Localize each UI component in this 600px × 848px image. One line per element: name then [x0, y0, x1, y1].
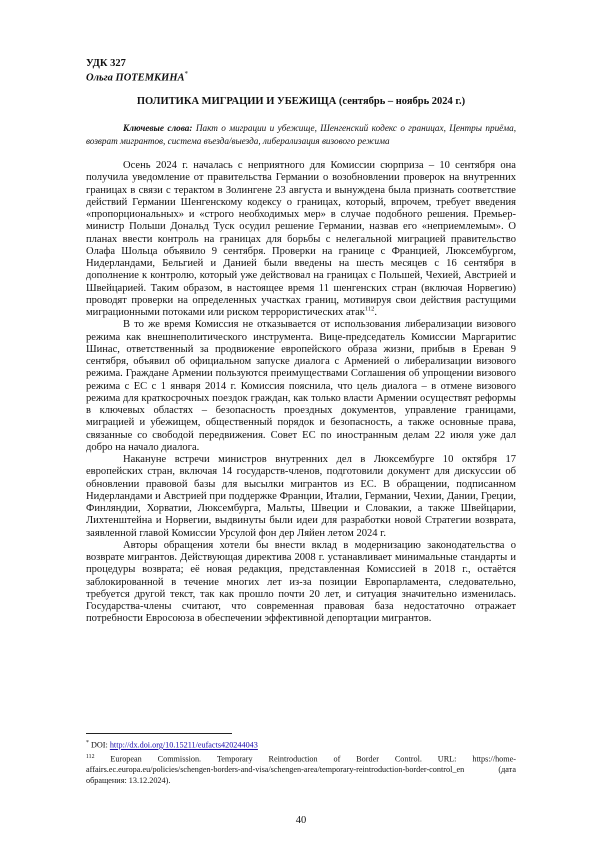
author-name: Ольга ПОТЕМКИНА: [86, 73, 184, 84]
footnote-mark: *: [86, 740, 89, 746]
keywords-block: [86, 122, 516, 147]
paragraph-text: Осень 2024 г. началась с неприятного для Комиссии сюрприза – 10 сентября она получила уведомление от правительства Германии о возобновлении проверок на внутренних границах в связи с терактом в Золингене 23 августа и вынуждена была признать соответствие действий Германии Шенгенскому кодексу о границах, который, впрочем, требует введения «пропорциональных» и «строго необходимых мер» в случае подобного решения. Премьер-министр Польши Дональд Туск осудил решение Германии, назвав его «неприемлемым». О планах ввести контроль на границах для борьбы с нелегальной миграцией правительство Олафа Шольца объявило 9 сентября. Проверки на границе с Францией, Люксембургом, Нидерландами, Бельгией и Данией были введены на шесть месяцев с 16 сентября в дополнение к контролю, который уже действовал на границах с Польшей, Чехией, Австрией и Швейцарией. Таким образом, в настоящее время 11 шенгенских стран (включая Норвегию) проводят проверки на определенных участках границ, мотивируя свои действия растущими миграционными потоками или риском террористических атак: [86, 160, 516, 318]
footnote-label: European Commission. Temporary Reintroduction of Border Control. URL:: [110, 754, 472, 763]
page-number: 40: [86, 815, 516, 826]
paragraph-1: Осень 2024 г. началась с неприятного для Комиссии сюрприза – 10 сентября она получила уведомление от правительства Германии о возобновлении проверок на внутренних границах в связи с терактом в Золингене 23 августа и вынуждена была признать соответствие действий Германии Шенгенскому кодексу о границах, который, впрочем, требует введения «пропорциональных» и «строго необходимых мер» в случае подобного решения. Премьер-министр Польши Дональд Туск осудил решение Германии, назвав его «неприемлемым». О планах ввести контроль на границах для борьбы с нелегальной миграцией правительство Олафа Шольца объявило 9 сентября. Проверки на границе с Францией, Люксембургом, Нидерландами, Бельгией и Данией были введены на шесть месяцев с 16 сентября в дополнение к контролю, который уже действовал на границах с Польшей, Чехией, Австрией и Швейцарией. Таким образом, в настоящее время 11 шенгенских стран (включая Норвегию) проводят проверки на определенных участках границ, мотивируя свои действия растущими миграционными потоками или риском террористических атак112.: [86, 160, 516, 319]
footnote-mark: 112: [86, 754, 94, 760]
footnote-label: DOI:: [91, 741, 110, 750]
paragraph-text: Авторы обращения хотели бы внести вклад в модернизацию законодательства о возврате мигрантов. Действующая директива 2008 г. устанавливает минимальные стандарты и процедуры возврата; её новая редакция, представленная Комиссией в 2018 г., остаётся заблокированной в течение многих лет из-за позиции Европарламента, следовательно, требуется другой текст, так как прошло почти 20 лет, и ситуация значительно изменилась. Государства-члены считают, что современная правовая база недостаточно отражает потребности Евросоюза в обеспечении эффективной депортации мигрантов.: [86, 540, 516, 625]
paragraph-text: Накануне встречи министров внутренних дел в Люксембурге 10 октября 17 европейских стран, включая 14 государств-членов, подготовили документ для дискуссии об обновлении правовой базы для высылки мигрантов из ЕС. В обращении, подписанном Нидерландами и Австрией при поддержке Франции, Италии, Германии, Чехии, Дании, Греции, Финляндии, Хорватии, Люксембурга, Мальты, Швеции и Словакии, а также Швейцарии, Лихтенштейна и Норвегии, выдвинуты были идеи для разработки новой Стратегии возврата, заявленной главой Комиссии Урсулой фон дер Ляйен летом 2024 г.: [86, 454, 516, 539]
author-footnote-mark[interactable]: *: [184, 70, 188, 78]
keywords-text: Пакт о миграции и убежище, Шенгенский кодекс о границах, Центры приёма, возврат мигрантов, система въезда/выезда, либерализация визового режима: [86, 123, 516, 146]
source-url[interactable]: https://home-affairs.ec.europa.eu/policies/schengen-borders-and-visa/schengen-area/temporary-reintroduction-border-control_en: [86, 754, 516, 774]
footnote-ref[interactable]: 112: [365, 305, 375, 312]
paragraph-4: [86, 540, 516, 626]
footnote-divider: [86, 733, 232, 734]
document-page: [0, 0, 600, 848]
author-line: [86, 70, 188, 84]
udk-code: УДК 327: [86, 58, 126, 69]
keywords-label: Ключевые слова:: [123, 123, 192, 133]
article-title: ПОЛИТИКА МИГРАЦИИ И УБЕЖИЩА (сентябрь – ноябрь 2024 г.): [86, 96, 516, 107]
paragraph-2: [86, 319, 516, 454]
footnote-doi: [86, 738, 516, 752]
footnotes: [86, 738, 516, 787]
article-body: [86, 160, 516, 626]
paragraph-text: В то же время Комиссия не отказывается от использования либерализации визового режима как внешнеполитического инструмента. Вице-председатель Комиссии Маргаритис Шинас, ответственный за продвижение европейского образа жизни, прибыв в Ереван 9 сентября, объявил об официальном запуске диалога с Арменией о либерализации визового режима. Граждане Армении пользуются преимуществами Соглашения об упрощении визового режима с ЕС с 1 января 2014 г. Комиссия пояснила, что цель диалога – в отмене визового режима для краткосрочных поездок граждан, как только власти Армении осуществят реформы в ключевых областях – безопасность проездных документов, управление границами, миграцией и убежищем, общественный порядок и безопасность, а также основные права, связанные со свободой передвижения. Совет ЕС по иностранным делам 22 июля уже дал добро на начало диалога.: [86, 319, 516, 453]
paragraph-3: [86, 454, 516, 540]
footnote-112: [86, 752, 516, 787]
doi-link[interactable]: http://dx.doi.org/10.15211/eufacts420244043: [110, 741, 258, 750]
footnote-rest: (дата обращения: 13.12.2024).: [86, 765, 516, 785]
